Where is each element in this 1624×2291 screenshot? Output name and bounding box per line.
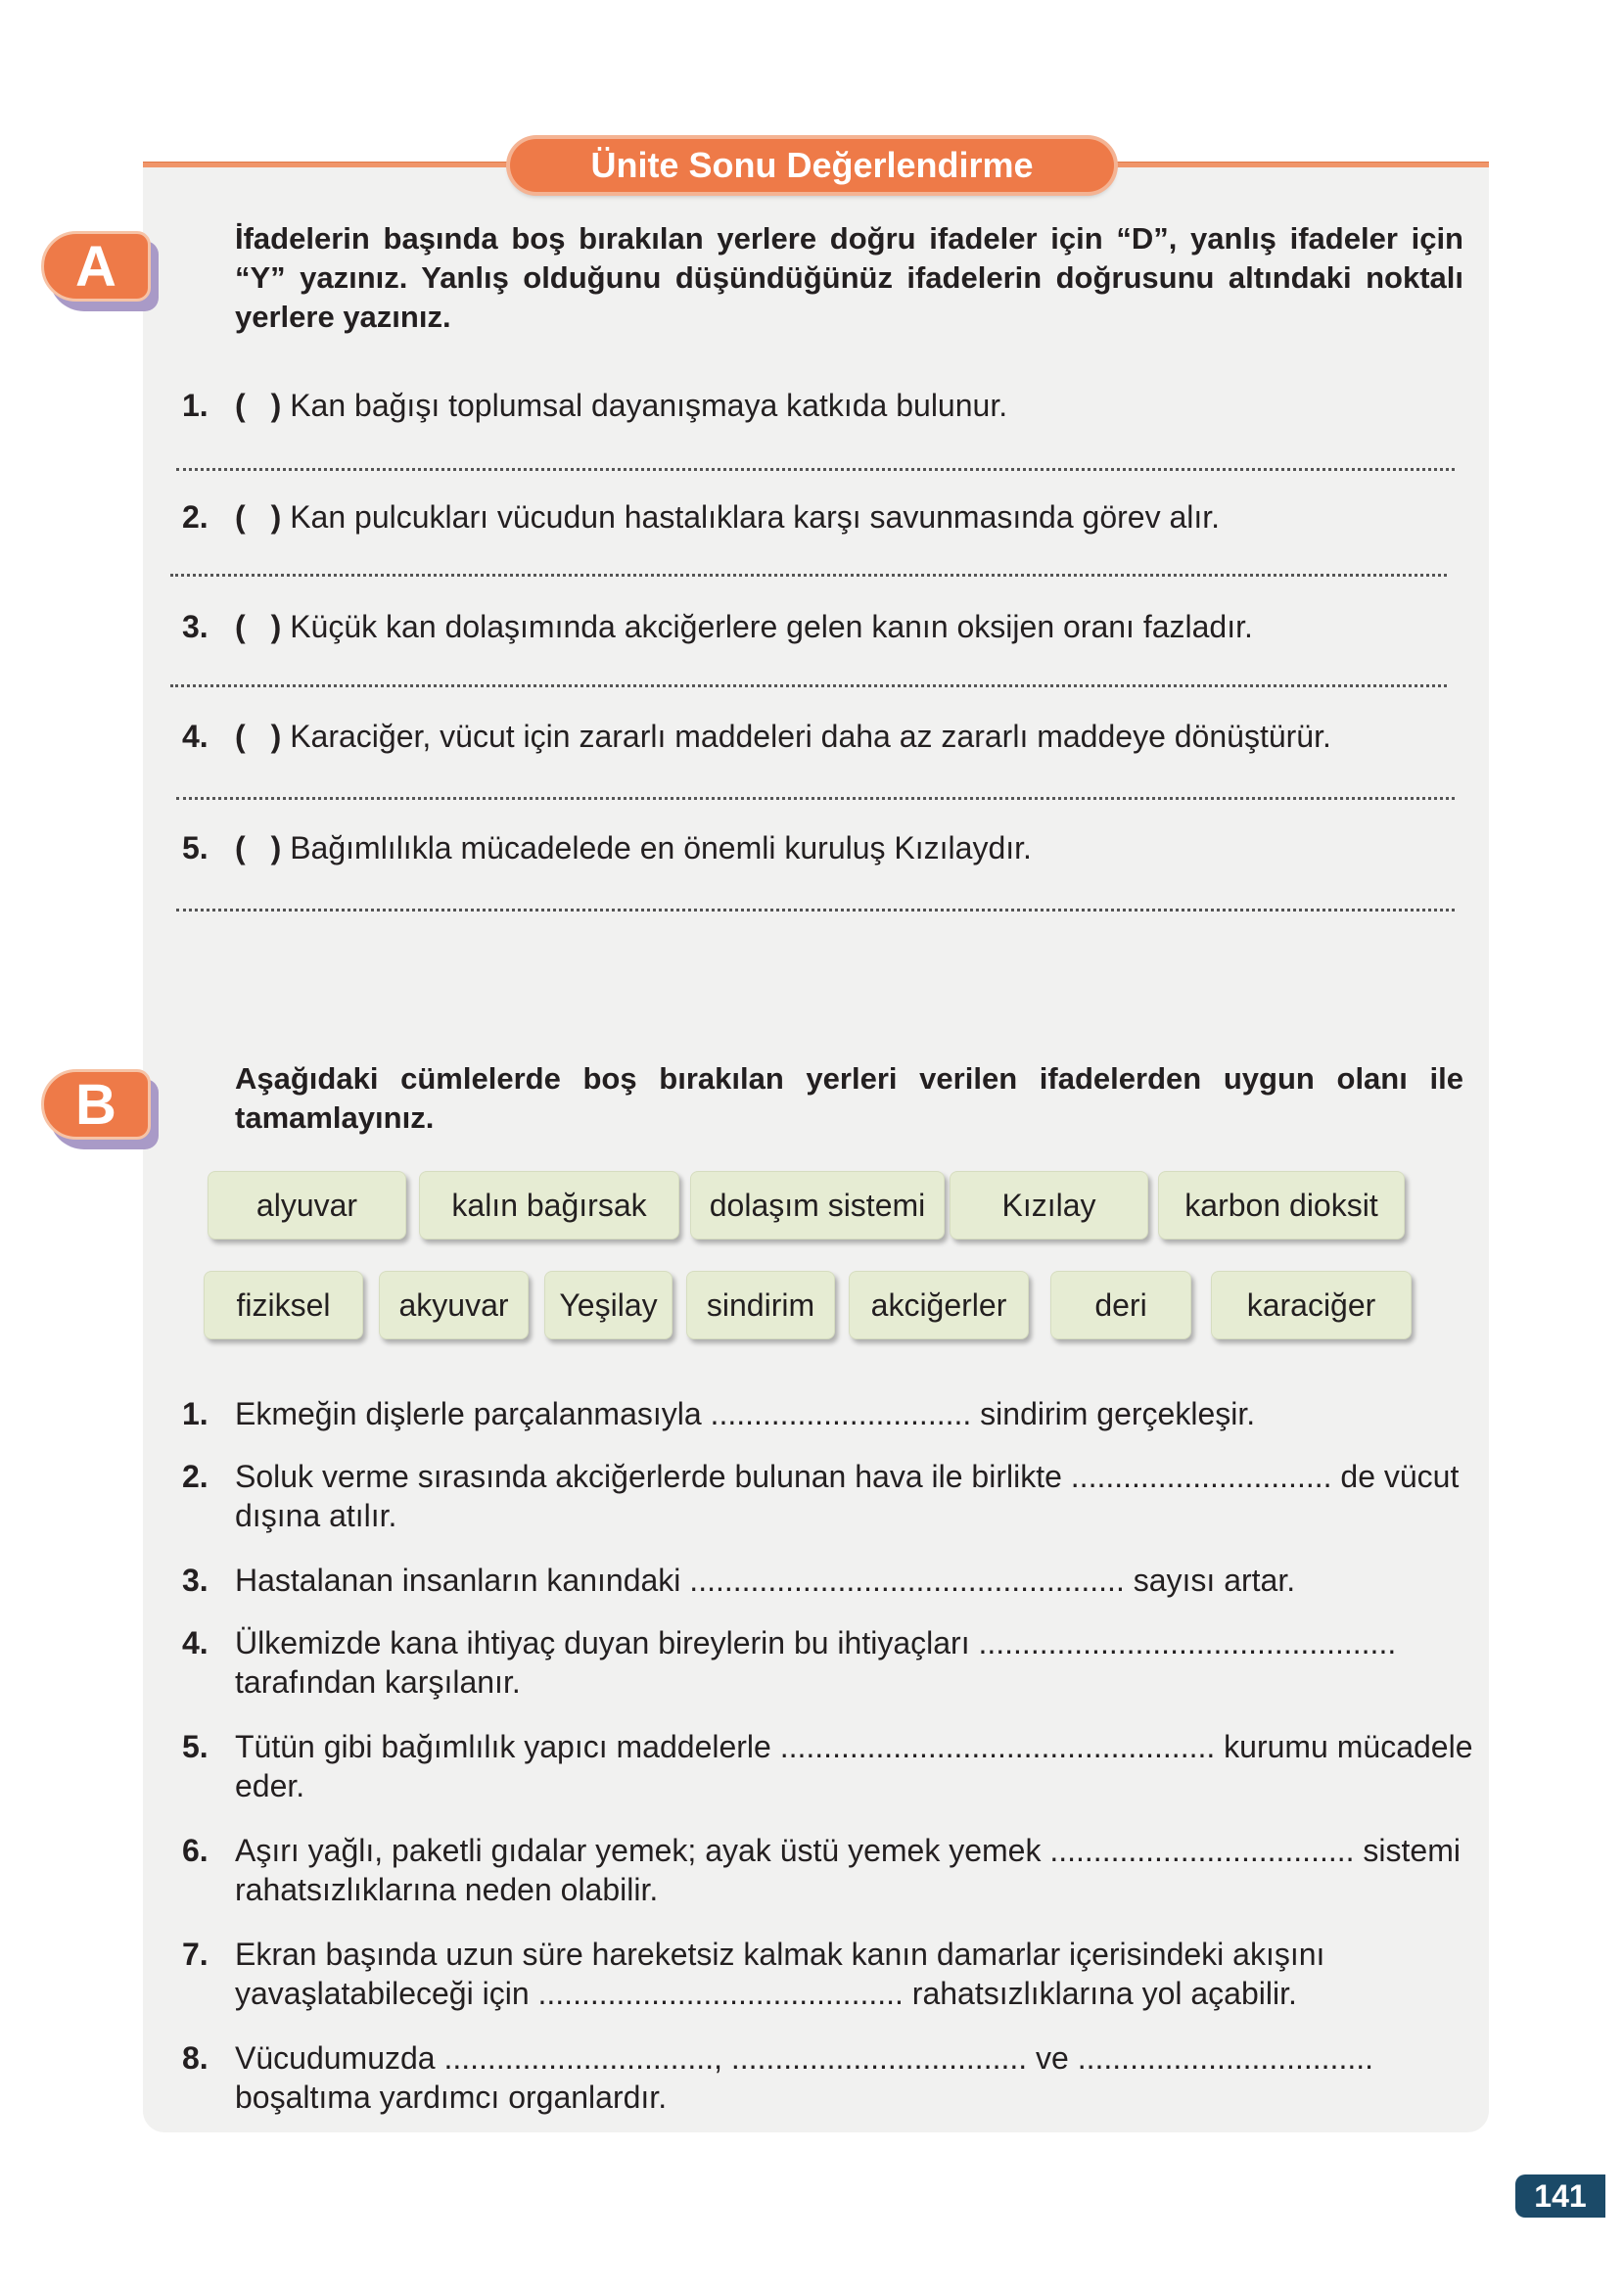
header-rule-left	[143, 162, 515, 167]
item-text: Aşırı yağlı, paketli gıdalar yemek; ayak üstü yemek yemek ................................... sistemi rahatsızlıklarına neden olabilir.	[235, 1833, 1461, 1907]
item-number: 1.	[182, 1396, 209, 1431]
paren-close: )	[270, 830, 282, 865]
list-item	[182, 607, 1253, 646]
paren-close: )	[270, 499, 282, 535]
list-item	[182, 1727, 1474, 1805]
paren-close: )	[270, 609, 282, 644]
item-text: Soluk verme sırasında akciğerlerde bulunan hava ile birlikte .............................. de vücut dışına atılır.	[235, 1459, 1460, 1533]
list-item	[182, 717, 1331, 756]
word-chip[interactable]: akciğerler	[849, 1271, 1029, 1339]
list-item	[182, 1394, 1474, 1433]
word-chip[interactable]: dolaşım sistemi	[690, 1171, 945, 1239]
list-item	[182, 386, 1007, 425]
list-item	[182, 1623, 1474, 1702]
item-text: Vücudumuzda ..............................., .................................. ve .................................. boşaltıma yardımcı organlardır.	[235, 2040, 1373, 2115]
item-number: 3.	[182, 1563, 209, 1598]
item-number: 3.	[182, 609, 209, 644]
item-number: 5.	[182, 1729, 209, 1764]
paren-open: (	[235, 388, 246, 423]
paren-open: (	[235, 499, 246, 535]
answer-line[interactable]	[176, 797, 1455, 800]
section-b-instruction: Aşağıdaki cümlelerde boş bırakılan yerleri verilen ifadelerden uygun olanı ile tamamlayınız.	[235, 1061, 1463, 1135]
word-chip[interactable]: alyuvar	[208, 1171, 406, 1239]
header-rule-right	[1110, 162, 1489, 167]
item-text: Ekmeğin dişlerle parçalanmasıyla .............................. sindirim gerçekleşir.	[235, 1396, 1256, 1431]
answer-line[interactable]	[176, 468, 1455, 471]
item-number: 6.	[182, 1833, 209, 1868]
list-item	[182, 1831, 1474, 1909]
item-number: 8.	[182, 2040, 209, 2076]
item-number: 4.	[182, 719, 209, 754]
list-item	[182, 497, 1220, 537]
paren-close: )	[270, 388, 282, 423]
word-chip[interactable]: sindirim	[686, 1271, 835, 1339]
section-a-badge	[41, 231, 161, 307]
item-number: 7.	[182, 1937, 209, 1972]
answer-line[interactable]	[176, 909, 1455, 912]
paren-open: (	[235, 609, 246, 644]
list-item	[182, 1457, 1474, 1535]
item-text: Küçük kan dolaşımında akciğerlere gelen kanın oksijen oranı fazladır.	[290, 609, 1253, 644]
word-chip[interactable]: fiziksel	[204, 1271, 363, 1339]
word-chip[interactable]: Yeşilay	[544, 1271, 673, 1339]
word-chip[interactable]: karbon dioksit	[1158, 1171, 1405, 1239]
list-item	[182, 1935, 1474, 2013]
list-item	[182, 828, 1032, 867]
item-text: Ülkemizde kana ihtiyaç duyan bireylerin bu ihtiyaçları ................................................ tarafından karşılanır.	[235, 1625, 1397, 1700]
paren-open: (	[235, 719, 246, 754]
section-b-badge	[41, 1069, 161, 1146]
item-text: Hastalanan insanların kanındaki .................................................. sayısı artar.	[235, 1563, 1296, 1598]
item-text: Tütün gibi bağımlılık yapıcı maddelerle .................................................. kurumu mücadele eder.	[235, 1729, 1473, 1803]
item-text: Ekran başında uzun süre hareketsiz kalmak kanın damarlar içerisindeki akışını yavaşlatabileceği için .......................................... rahatsızlıklarına yol açabilir.	[235, 1937, 1325, 2011]
paren-open: (	[235, 830, 246, 865]
item-text: Bağımlılıkla mücadelede en önemli kuruluş Kızılaydır.	[290, 830, 1032, 865]
word-chip[interactable]: Kızılay	[950, 1171, 1148, 1239]
item-number: 2.	[182, 499, 209, 535]
paren-close: )	[270, 719, 282, 754]
item-number: 5.	[182, 830, 209, 865]
item-text: Kan pulcukları vücudun hastalıklara karşı savunmasında görev alır.	[290, 499, 1221, 535]
list-item	[182, 1561, 1474, 1600]
section-a-instruction: İfadelerin başında boş bırakılan yerlere doğru ifadeler için “D”, yanlış ifadeler için “Y” yazınız. Yanlış olduğunu düşündüğünüz ifadelerin doğrusunu altındaki noktalı yerlere yazınız.	[235, 221, 1463, 334]
answer-line[interactable]	[170, 684, 1447, 687]
list-item	[182, 2038, 1474, 2117]
word-chip[interactable]: kalın bağırsak	[419, 1171, 679, 1239]
word-chip[interactable]: karaciğer	[1211, 1271, 1412, 1339]
item-number: 2.	[182, 1459, 209, 1494]
item-text: Kan bağışı toplumsal dayanışmaya katkıda bulunur.	[290, 388, 1008, 423]
word-chip[interactable]: akyuvar	[379, 1271, 529, 1339]
section-a-label: A	[41, 231, 151, 302]
section-b-label: B	[41, 1069, 151, 1140]
item-number: 1.	[182, 388, 209, 423]
answer-line[interactable]	[170, 574, 1447, 577]
item-text: Karaciğer, vücut için zararlı maddeleri daha az zararlı maddeye dönüştürür.	[290, 719, 1331, 754]
page-title: Ünite Sonu Değerlendirme	[510, 139, 1114, 192]
item-number: 4.	[182, 1625, 209, 1660]
page-number: 141	[1515, 2174, 1605, 2218]
word-chip[interactable]: deri	[1050, 1271, 1191, 1339]
